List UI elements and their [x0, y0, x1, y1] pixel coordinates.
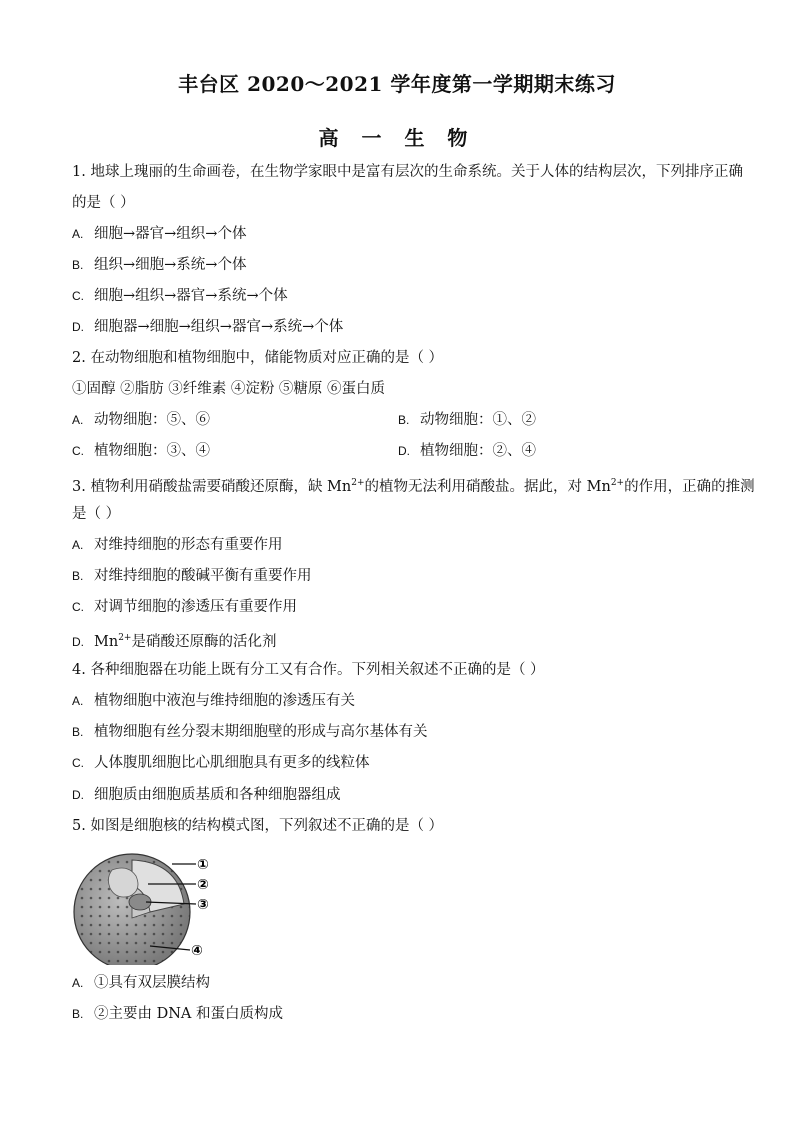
q2-options-row1	[72, 410, 722, 430]
q3-stem-part-b: 的植物无法利用硝酸盐。据此，对 Mn	[364, 478, 611, 495]
option-text: 人体腹肌细胞比心肌细胞具有更多的线粒体	[94, 755, 370, 771]
label-2: ②	[197, 877, 209, 893]
q1-option-b[interactable]	[72, 255, 246, 275]
option-label: A.	[72, 413, 84, 427]
option-text: 植物细胞：③、④	[94, 443, 210, 459]
exam-title: 丰台区 2020～2021 学年度第一学期期末练习	[178, 72, 616, 96]
q2-options-row2	[72, 441, 722, 461]
q4-option-d[interactable]	[72, 785, 341, 805]
option-text: 细胞质由细胞质基质和各种细胞器组成	[94, 787, 341, 803]
option-text: 动物细胞：⑤、⑥	[94, 412, 210, 428]
option-label: D.	[72, 788, 84, 802]
option-label: C.	[72, 756, 84, 770]
q2-option-d[interactable]	[398, 441, 536, 461]
option-text-b: 是硝酸还原酶的活化剂	[131, 633, 277, 650]
q3-stem	[72, 473, 755, 497]
q4-option-a[interactable]	[72, 691, 355, 711]
label-1: ①	[197, 857, 209, 873]
option-label: A.	[72, 227, 84, 241]
option-text: ②主要由 DNA 和蛋白质构成	[94, 1006, 284, 1022]
option-text: 细胞器→细胞→组织→器官→系统→个体	[94, 319, 344, 335]
option-label: D.	[72, 320, 84, 334]
option-text: 植物细胞：②、④	[420, 443, 536, 459]
option-label: B.	[72, 258, 84, 272]
q2-option-a[interactable]	[72, 412, 210, 428]
option-text: 对维持细胞的形态有重要作用	[94, 537, 283, 553]
cell-nucleus-figure	[70, 850, 220, 965]
option-text: 植物细胞中液泡与维持细胞的渗透压有关	[94, 693, 355, 709]
q2-stem: 2. 在动物细胞和植物细胞中，储能物质对应正确的是（ ）	[72, 350, 444, 366]
label-4: ④	[191, 943, 203, 959]
q3-option-b[interactable]	[72, 566, 312, 586]
option-label: A.	[72, 538, 84, 552]
option-label: B.	[72, 725, 84, 739]
q5-option-a[interactable]	[72, 973, 210, 993]
q3-stem-cont: 是（ ）	[72, 506, 121, 522]
exam-subject: 高 一 生 物	[318, 126, 476, 150]
option-label: C.	[72, 444, 84, 458]
q1-stem-cont: 的是（ ）	[72, 195, 135, 211]
q1-option-d[interactable]	[72, 317, 343, 337]
option-label: D.	[72, 634, 84, 649]
option-label: B.	[398, 413, 410, 427]
option-text-a: Mn	[94, 633, 119, 650]
label-3: ③	[197, 897, 209, 913]
option-text: 植物细胞有丝分裂末期细胞壁的形成与高尔基体有关	[94, 724, 428, 740]
option-text: ①具有双层膜结构	[94, 975, 210, 991]
q4-option-b[interactable]	[72, 722, 428, 742]
q1-option-a[interactable]	[72, 224, 246, 244]
q3-option-d[interactable]	[72, 628, 276, 652]
q4-stem: 4. 各种细胞器在功能上既有分工又有合作。下列相关叙述不正确的是（ ）	[72, 662, 545, 678]
option-text: 对维持细胞的酸碱平衡有重要作用	[94, 568, 312, 584]
option-text: 细胞→组织→器官→系统→个体	[94, 288, 288, 304]
nucleus-diagram-svg	[70, 850, 220, 965]
q5-stem: 5. 如图是细胞核的结构模式图，下列叙述不正确的是（ ）	[72, 818, 444, 834]
option-label: D.	[398, 444, 410, 458]
q2-substances: ①固醇 ②脂肪 ③纤维素 ④淀粉 ⑤糖原 ⑥蛋白质	[72, 381, 386, 397]
q2-option-c[interactable]	[72, 443, 210, 459]
q3-option-a[interactable]	[72, 535, 283, 555]
option-label: C.	[72, 600, 84, 614]
q3-superscript: 2+	[351, 478, 365, 488]
q1-option-c[interactable]	[72, 286, 288, 306]
q1-stem: 1. 地球上瑰丽的生命画卷，在生物学家眼中是富有层次的生命系统。关于人体的结构层次，下列排序正确	[72, 164, 743, 180]
q3-superscript: 2+	[610, 478, 625, 488]
option-label: C.	[72, 289, 84, 303]
q2-option-b[interactable]	[398, 410, 536, 430]
q5-option-b[interactable]	[72, 1004, 283, 1024]
q3-stem-part-a: 3. 植物利用硝酸盐需要硝酸还原酶，缺 Mn	[72, 478, 352, 495]
option-label: A.	[72, 976, 84, 990]
q3-stem-part-c: 的作用，正确的推测	[624, 478, 755, 495]
option-text: 动物细胞：①、②	[420, 412, 536, 428]
q3-option-c[interactable]	[72, 597, 297, 617]
option-label: B.	[72, 1007, 84, 1021]
option-text: 组织→细胞→系统→个体	[94, 257, 247, 273]
q4-option-c[interactable]	[72, 753, 370, 773]
option-superscript: 2+	[118, 633, 132, 643]
option-text: 细胞→器官→组织→个体	[94, 226, 247, 242]
option-label: A.	[72, 694, 84, 708]
option-label: B.	[72, 569, 84, 583]
option-text: 对调节细胞的渗透压有重要作用	[94, 599, 297, 615]
